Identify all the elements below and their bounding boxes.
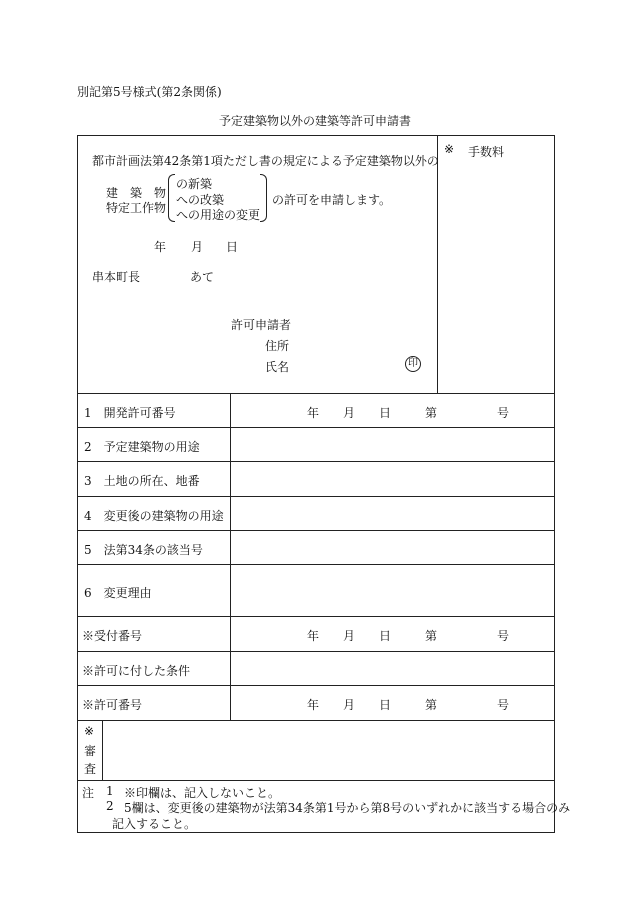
review-char-1: 審 <box>84 744 97 758</box>
row1-year: 年 <box>307 406 320 420</box>
row1-month: 月 <box>343 406 356 420</box>
permit-go: 号 <box>497 698 510 712</box>
receipt-year: 年 <box>307 629 320 643</box>
row-divider <box>77 720 555 721</box>
application-tail: の許可を申請します。 <box>272 193 392 207</box>
fee-label: 手数料 <box>468 145 505 159</box>
row-label-planned-building-use: 2 予定建築物の用途 <box>84 440 200 454</box>
row-divider <box>77 530 555 531</box>
row-label-changed-building-use: 4 変更後の建築物の用途 <box>84 509 224 523</box>
row-label-permit-conditions: ※許可に付した条件 <box>82 664 191 678</box>
row-label-article34-clause: 5 法第34条の該当号 <box>84 543 203 557</box>
row1-day: 日 <box>379 406 392 420</box>
row-divider <box>77 496 555 497</box>
date-year: 年 <box>154 240 167 254</box>
note2-text-line1: 5欄は、変更後の建築物が法第34条第1号から第8号のいずれかに該当する場合のみ <box>124 801 571 815</box>
applicant-label: 許可申請者 <box>231 318 292 332</box>
note1-number: 1 <box>106 784 114 798</box>
review-column-divider <box>102 720 103 780</box>
notes-prefix: 注 <box>82 786 95 800</box>
left-brace <box>168 174 175 222</box>
note2-text-line2: 記入すること。 <box>112 817 197 831</box>
addressee: 串本町長 <box>92 270 141 284</box>
row-divider <box>77 651 555 652</box>
receipt-dai: 第 <box>425 629 438 643</box>
row-label-receipt-no: ※受付番号 <box>82 629 143 643</box>
row-divider <box>77 427 555 428</box>
row-divider <box>77 616 555 617</box>
subject-building: 建 築 物 <box>106 186 167 200</box>
date-month: 月 <box>191 240 204 254</box>
permit-dai: 第 <box>425 698 438 712</box>
row-label-permit-no: ※許可番号 <box>82 698 143 712</box>
permit-month: 月 <box>343 698 356 712</box>
name-label: 氏名 <box>265 360 290 374</box>
row1-dai: 第 <box>425 406 438 420</box>
application-line1: 都市計画法第42条第1項ただし書の規定による予定建築物以外の <box>92 154 439 168</box>
option-new: の新築 <box>176 177 213 191</box>
row-divider <box>77 461 555 462</box>
permit-day: 日 <box>379 698 392 712</box>
fee-mark: ※ <box>444 142 455 156</box>
review-char-2: 査 <box>84 762 97 776</box>
note1-text: ※印欄は、記入しないこと。 <box>124 786 281 800</box>
label-column-divider <box>230 393 231 720</box>
permit-year: 年 <box>307 698 320 712</box>
option-rebuild: への改築 <box>176 193 225 207</box>
form-number: 別記第5号様式(第2条関係) <box>77 85 222 99</box>
fee-column-divider <box>437 135 438 393</box>
row-label-development-permit-no: 1 開発許可番号 <box>84 406 176 420</box>
date-day: 日 <box>226 240 239 254</box>
row1-go: 号 <box>497 406 510 420</box>
review-mark: ※ <box>84 724 95 738</box>
subject-structure: 特定工作物 <box>106 201 167 215</box>
note2-number: 2 <box>106 799 114 813</box>
receipt-day: 日 <box>379 629 392 643</box>
row-divider <box>77 780 555 781</box>
address-label: 住所 <box>265 339 290 353</box>
option-change-use: への用途の変更 <box>176 208 261 222</box>
right-brace <box>260 174 267 222</box>
row-divider <box>77 685 555 686</box>
receipt-month: 月 <box>343 629 356 643</box>
seal-mark: 印 <box>405 356 421 372</box>
row-label-change-reason: 6 変更理由 <box>84 586 152 600</box>
row-divider <box>77 564 555 565</box>
receipt-go: 号 <box>497 629 510 643</box>
addressee-suffix: あて <box>190 270 215 284</box>
row-divider <box>77 393 555 394</box>
row-label-land-location: 3 土地の所在、地番 <box>84 474 200 488</box>
document-title: 予定建築物以外の建築等許可申請書 <box>218 114 411 128</box>
